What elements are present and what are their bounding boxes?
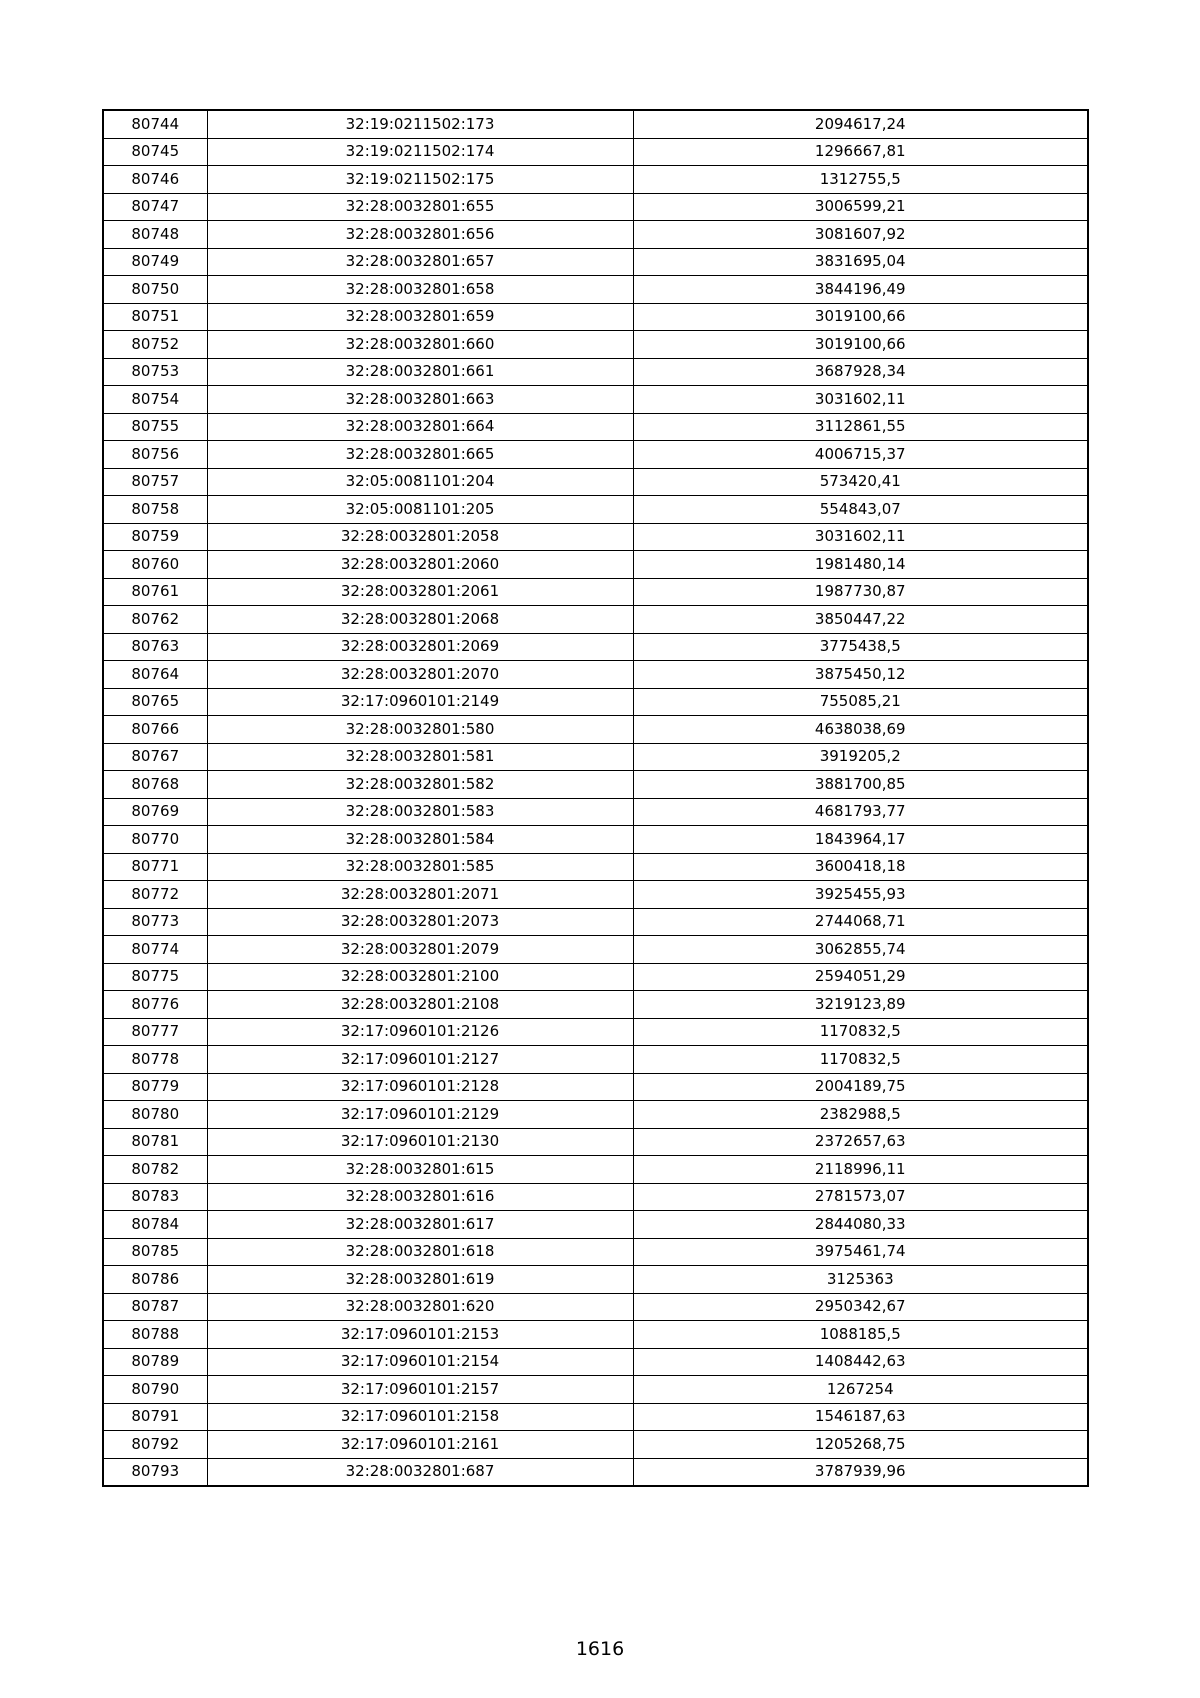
table-row — [103, 688, 1088, 716]
value-cell: 1408442,63 — [633, 1348, 1088, 1376]
value-cell: 3875450,12 — [633, 661, 1088, 689]
value-cell: 1296667,81 — [633, 138, 1088, 166]
table-row — [103, 963, 1088, 991]
row-number-cell: 80784 — [103, 1211, 207, 1239]
row-number-cell: 80792 — [103, 1431, 207, 1459]
cadastral-number-cell: 32:28:0032801:658 — [207, 276, 633, 304]
row-number-cell: 80757 — [103, 468, 207, 496]
table-row — [103, 413, 1088, 441]
table-row — [103, 523, 1088, 551]
cadastral-number-cell: 32:17:0960101:2149 — [207, 688, 633, 716]
table-row — [103, 331, 1088, 359]
table-body — [103, 110, 1088, 1486]
table-row — [103, 441, 1088, 469]
cadastral-number-cell: 32:28:0032801:617 — [207, 1211, 633, 1239]
value-cell: 4681793,77 — [633, 798, 1088, 826]
value-cell: 1312755,5 — [633, 166, 1088, 194]
value-cell: 3125363 — [633, 1266, 1088, 1294]
row-number-cell: 80775 — [103, 963, 207, 991]
cadastral-number-cell: 32:28:0032801:661 — [207, 358, 633, 386]
cadastral-number-cell: 32:17:0960101:2153 — [207, 1321, 633, 1349]
value-cell: 1843964,17 — [633, 826, 1088, 854]
value-cell: 1170832,5 — [633, 1018, 1088, 1046]
table-row — [103, 881, 1088, 909]
table-row — [103, 606, 1088, 634]
value-cell: 2118996,11 — [633, 1156, 1088, 1184]
row-number-cell: 80752 — [103, 331, 207, 359]
table-row — [103, 276, 1088, 304]
row-number-cell: 80744 — [103, 110, 207, 138]
table-row — [103, 166, 1088, 194]
table-row — [103, 1101, 1088, 1129]
table-row — [103, 1266, 1088, 1294]
cadastral-number-cell: 32:28:0032801:583 — [207, 798, 633, 826]
table-row — [103, 743, 1088, 771]
cadastral-number-cell: 32:28:0032801:2079 — [207, 936, 633, 964]
row-number-cell: 80764 — [103, 661, 207, 689]
table-row — [103, 633, 1088, 661]
cadastral-number-cell: 32:28:0032801:618 — [207, 1238, 633, 1266]
row-number-cell: 80763 — [103, 633, 207, 661]
table-row — [103, 386, 1088, 414]
value-cell: 3600418,18 — [633, 853, 1088, 881]
table-row — [103, 1458, 1088, 1486]
table-row — [103, 1183, 1088, 1211]
row-number-cell: 80751 — [103, 303, 207, 331]
cadastral-number-cell: 32:17:0960101:2157 — [207, 1376, 633, 1404]
value-cell: 1170832,5 — [633, 1046, 1088, 1074]
value-cell: 3687928,34 — [633, 358, 1088, 386]
table-row — [103, 1238, 1088, 1266]
value-cell: 1267254 — [633, 1376, 1088, 1404]
table-row — [103, 771, 1088, 799]
table-row — [103, 826, 1088, 854]
row-number-cell: 80787 — [103, 1293, 207, 1321]
value-cell: 3975461,74 — [633, 1238, 1088, 1266]
table-row — [103, 110, 1088, 138]
cadastral-number-cell: 32:28:0032801:2068 — [207, 606, 633, 634]
value-cell: 1088185,5 — [633, 1321, 1088, 1349]
cadastral-number-cell: 32:28:0032801:2058 — [207, 523, 633, 551]
table-row — [103, 1073, 1088, 1101]
value-cell: 3062855,74 — [633, 936, 1088, 964]
table-row — [103, 551, 1088, 579]
row-number-cell: 80760 — [103, 551, 207, 579]
row-number-cell: 80753 — [103, 358, 207, 386]
value-cell: 3919205,2 — [633, 743, 1088, 771]
row-number-cell: 80793 — [103, 1458, 207, 1486]
cadastral-number-cell: 32:28:0032801:664 — [207, 413, 633, 441]
table-row — [103, 1431, 1088, 1459]
value-cell: 3925455,93 — [633, 881, 1088, 909]
table-row — [103, 661, 1088, 689]
row-number-cell: 80746 — [103, 166, 207, 194]
value-cell: 3831695,04 — [633, 248, 1088, 276]
value-cell: 1205268,75 — [633, 1431, 1088, 1459]
table-row — [103, 1293, 1088, 1321]
cadastral-number-cell: 32:28:0032801:580 — [207, 716, 633, 744]
row-number-cell: 80769 — [103, 798, 207, 826]
row-number-cell: 80747 — [103, 193, 207, 221]
row-number-cell: 80779 — [103, 1073, 207, 1101]
value-cell: 3775438,5 — [633, 633, 1088, 661]
cadastral-number-cell: 32:28:0032801:619 — [207, 1266, 633, 1294]
cadastral-number-cell: 32:19:0211502:174 — [207, 138, 633, 166]
row-number-cell: 80761 — [103, 578, 207, 606]
table-row — [103, 716, 1088, 744]
cadastral-number-cell: 32:28:0032801:615 — [207, 1156, 633, 1184]
row-number-cell: 80773 — [103, 908, 207, 936]
row-number-cell: 80785 — [103, 1238, 207, 1266]
row-number-cell: 80749 — [103, 248, 207, 276]
cadastral-number-cell: 32:17:0960101:2129 — [207, 1101, 633, 1129]
cadastral-number-cell: 32:17:0960101:2126 — [207, 1018, 633, 1046]
value-cell: 2950342,67 — [633, 1293, 1088, 1321]
value-cell: 3006599,21 — [633, 193, 1088, 221]
value-cell: 2744068,71 — [633, 908, 1088, 936]
value-cell: 3081607,92 — [633, 221, 1088, 249]
cadastral-number-cell: 32:28:0032801:657 — [207, 248, 633, 276]
value-cell: 3850447,22 — [633, 606, 1088, 634]
row-number-cell: 80759 — [103, 523, 207, 551]
table-row — [103, 936, 1088, 964]
value-cell: 3787939,96 — [633, 1458, 1088, 1486]
table-row — [103, 1211, 1088, 1239]
table-row — [103, 1376, 1088, 1404]
table-row — [103, 193, 1088, 221]
value-cell: 3019100,66 — [633, 331, 1088, 359]
table-row — [103, 303, 1088, 331]
row-number-cell: 80780 — [103, 1101, 207, 1129]
cadastral-number-cell: 32:28:0032801:687 — [207, 1458, 633, 1486]
row-number-cell: 80790 — [103, 1376, 207, 1404]
row-number-cell: 80758 — [103, 496, 207, 524]
value-cell: 2094617,24 — [633, 110, 1088, 138]
cadastral-number-cell: 32:28:0032801:582 — [207, 771, 633, 799]
row-number-cell: 80782 — [103, 1156, 207, 1184]
cadastral-number-cell: 32:05:0081101:204 — [207, 468, 633, 496]
row-number-cell: 80772 — [103, 881, 207, 909]
data-table — [102, 109, 1089, 1487]
table-row — [103, 1156, 1088, 1184]
table-row — [103, 138, 1088, 166]
value-cell: 3031602,11 — [633, 523, 1088, 551]
value-cell: 3019100,66 — [633, 303, 1088, 331]
row-number-cell: 80748 — [103, 221, 207, 249]
value-cell: 4006715,37 — [633, 441, 1088, 469]
value-cell: 2004189,75 — [633, 1073, 1088, 1101]
table-row — [103, 1403, 1088, 1431]
row-number-cell: 80776 — [103, 991, 207, 1019]
table-row — [103, 1018, 1088, 1046]
cadastral-number-cell: 32:28:0032801:2069 — [207, 633, 633, 661]
row-number-cell: 80767 — [103, 743, 207, 771]
cadastral-number-cell: 32:28:0032801:660 — [207, 331, 633, 359]
row-number-cell: 80777 — [103, 1018, 207, 1046]
cadastral-number-cell: 32:28:0032801:616 — [207, 1183, 633, 1211]
table-row — [103, 1046, 1088, 1074]
page-number: 1616 — [575, 1638, 625, 1660]
value-cell: 2781573,07 — [633, 1183, 1088, 1211]
row-number-cell: 80771 — [103, 853, 207, 881]
row-number-cell: 80745 — [103, 138, 207, 166]
row-number-cell: 80750 — [103, 276, 207, 304]
cadastral-number-cell: 32:28:0032801:663 — [207, 386, 633, 414]
row-number-cell: 80789 — [103, 1348, 207, 1376]
cadastral-number-cell: 32:28:0032801:2061 — [207, 578, 633, 606]
cadastral-number-cell: 32:28:0032801:584 — [207, 826, 633, 854]
cadastral-number-cell: 32:28:0032801:585 — [207, 853, 633, 881]
table-row — [103, 468, 1088, 496]
value-cell: 3844196,49 — [633, 276, 1088, 304]
row-number-cell: 80770 — [103, 826, 207, 854]
cadastral-number-cell: 32:17:0960101:2130 — [207, 1128, 633, 1156]
row-number-cell: 80766 — [103, 716, 207, 744]
cadastral-number-cell: 32:17:0960101:2128 — [207, 1073, 633, 1101]
row-number-cell: 80755 — [103, 413, 207, 441]
cadastral-number-cell: 32:05:0081101:205 — [207, 496, 633, 524]
row-number-cell: 80754 — [103, 386, 207, 414]
cadastral-number-cell: 32:17:0960101:2154 — [207, 1348, 633, 1376]
value-cell: 2382988,5 — [633, 1101, 1088, 1129]
cadastral-number-cell: 32:28:0032801:620 — [207, 1293, 633, 1321]
value-cell: 1546187,63 — [633, 1403, 1088, 1431]
row-number-cell: 80781 — [103, 1128, 207, 1156]
cadastral-number-cell: 32:28:0032801:2073 — [207, 908, 633, 936]
cadastral-number-cell: 32:28:0032801:2108 — [207, 991, 633, 1019]
table-row — [103, 908, 1088, 936]
value-cell: 1987730,87 — [633, 578, 1088, 606]
cadastral-number-cell: 32:17:0960101:2127 — [207, 1046, 633, 1074]
table-row — [103, 1321, 1088, 1349]
table-row — [103, 221, 1088, 249]
value-cell: 4638038,69 — [633, 716, 1088, 744]
row-number-cell: 80786 — [103, 1266, 207, 1294]
table-row — [103, 578, 1088, 606]
row-number-cell: 80778 — [103, 1046, 207, 1074]
table-row — [103, 798, 1088, 826]
cadastral-number-cell: 32:28:0032801:2070 — [207, 661, 633, 689]
table-row — [103, 991, 1088, 1019]
row-number-cell: 80783 — [103, 1183, 207, 1211]
row-number-cell: 80788 — [103, 1321, 207, 1349]
cadastral-number-cell: 32:28:0032801:2100 — [207, 963, 633, 991]
value-cell: 3112861,55 — [633, 413, 1088, 441]
value-cell: 2844080,33 — [633, 1211, 1088, 1239]
value-cell: 554843,07 — [633, 496, 1088, 524]
cadastral-number-cell: 32:28:0032801:655 — [207, 193, 633, 221]
table-row — [103, 1128, 1088, 1156]
cadastral-number-cell: 32:17:0960101:2158 — [207, 1403, 633, 1431]
value-cell: 3219123,89 — [633, 991, 1088, 1019]
value-cell: 755085,21 — [633, 688, 1088, 716]
table-row — [103, 248, 1088, 276]
cadastral-number-cell: 32:28:0032801:2071 — [207, 881, 633, 909]
row-number-cell: 80756 — [103, 441, 207, 469]
value-cell: 2594051,29 — [633, 963, 1088, 991]
table-row — [103, 496, 1088, 524]
value-cell: 3031602,11 — [633, 386, 1088, 414]
row-number-cell: 80768 — [103, 771, 207, 799]
value-cell: 2372657,63 — [633, 1128, 1088, 1156]
value-cell: 3881700,85 — [633, 771, 1088, 799]
table-row — [103, 1348, 1088, 1376]
row-number-cell: 80765 — [103, 688, 207, 716]
row-number-cell: 80791 — [103, 1403, 207, 1431]
value-cell: 1981480,14 — [633, 551, 1088, 579]
row-number-cell: 80774 — [103, 936, 207, 964]
cadastral-number-cell: 32:28:0032801:659 — [207, 303, 633, 331]
cadastral-number-cell: 32:28:0032801:581 — [207, 743, 633, 771]
cadastral-number-cell: 32:28:0032801:656 — [207, 221, 633, 249]
cadastral-number-cell: 32:19:0211502:173 — [207, 110, 633, 138]
table-row — [103, 358, 1088, 386]
cadastral-number-cell: 32:19:0211502:175 — [207, 166, 633, 194]
row-number-cell: 80762 — [103, 606, 207, 634]
table-row — [103, 853, 1088, 881]
cadastral-number-cell: 32:17:0960101:2161 — [207, 1431, 633, 1459]
cadastral-number-cell: 32:28:0032801:665 — [207, 441, 633, 469]
value-cell: 573420,41 — [633, 468, 1088, 496]
cadastral-number-cell: 32:28:0032801:2060 — [207, 551, 633, 579]
